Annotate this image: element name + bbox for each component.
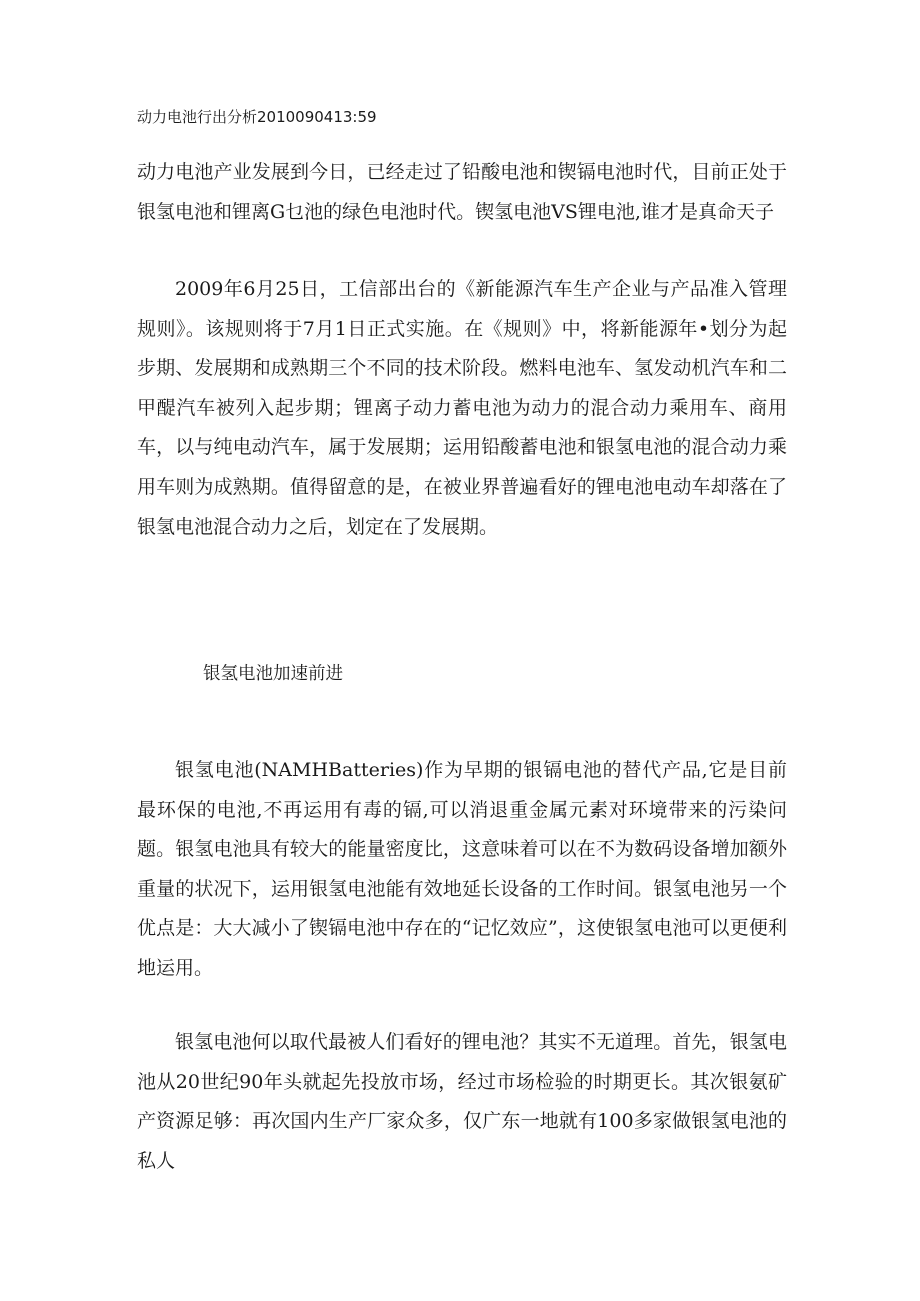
intro-paragraph: 动力电池产业发展到今日，已经走过了铅酸电池和锲镉电池时代，目前正处于银氢电池和锂离G乜池的绿色电池时代。锲氢电池VS锂电池,谁才是真命天子 xyxy=(137,161,787,223)
nimh-intro-paragraph: 银氢电池(NAMHBatteries)作为早期的银镉电池的替代产品,它是目前最环保的电池,不再运用有毒的镉,可以消退重金属元素对环境带来的污染问题。银氢电池具有较大的能量密度比，这意味着可以在不为数码设备增加额外重量的状况下，运用银氢电池能有效地延长设备的工作时间。银氢电池另一个优点是：大大减小了锲镉电池中存在的“记忆效应”，这使银氢电池可以更便利地运用。 xyxy=(137,759,787,979)
section-heading: 银氢电池加速前进 xyxy=(203,664,343,684)
regulation-paragraph: 2009年6月25日，工信部出台的《新能源汽车生产企业与产品准入管理规则》。该规则将于7月1日正式实施。在《规则》中，将新能源年•划分为起步期、发展期和成熟期三个不同的技术阶段。燃料电池车、氢发动机汽车和二甲醍汽车被列入起步期；锂离子动力蓄电池为动力的混合动力乘用车、商用车，以与纯电动汽车，属于发展期；运用铅酸蓄电池和银氢电池的混合动力乘用车则为成熟期。值得留意的是，在被业界普遍看好的锂电池电动车却落在了银氢电池混合动力之后，划定在了发展期。 xyxy=(137,278,787,538)
document-title-line: 动力电池行出分析2010090413:59 xyxy=(137,108,377,126)
nimh-advantages-paragraph: 银氢电池何以取代最被人们看好的锂电池？其实不无道理。首先，银氢电池从20世纪90年头就起先投放市场，经过市场检验的时期更长。其次银氨矿产资源足够：再次国内生产厂家众多，仅广东一地就有100多家做银氢电池的私人 xyxy=(137,1031,787,1172)
